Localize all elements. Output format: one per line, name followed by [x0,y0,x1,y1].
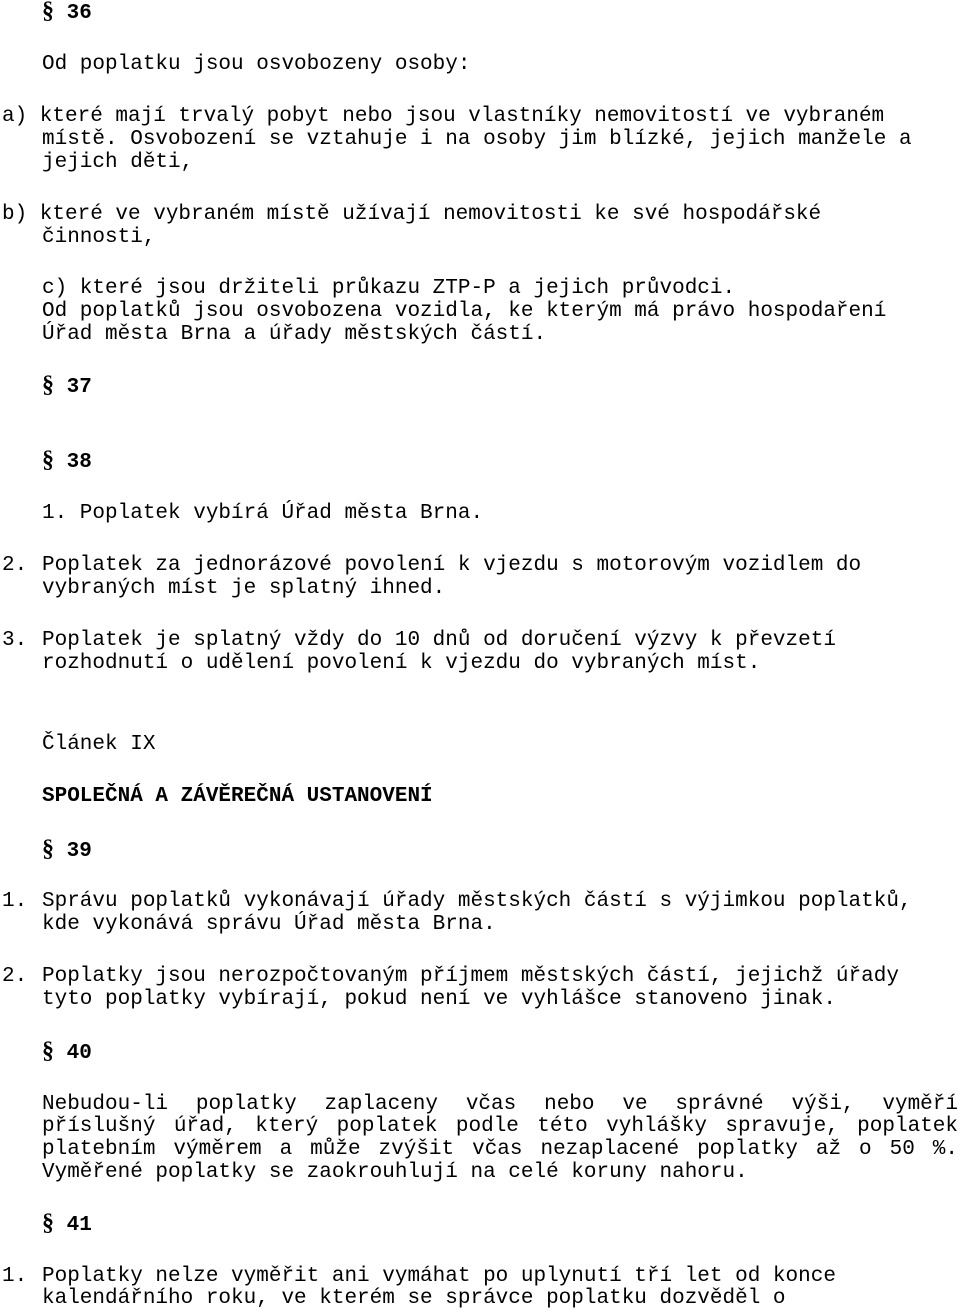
section-heading-37 [42,374,92,399]
item-a-line-3: jejich děti, [42,151,194,174]
s41-item-1-line-2: kalendářního roku, ve kterém se správce poplatku dozvěděl o [42,1287,786,1310]
item-c-line-3: Úřad města Brna a úřady městských částí. [42,323,547,346]
s39-item-1-line-1: Správu poplatků vykonávají úřady městských částí s výjimkou poplatků, [42,890,912,913]
section-heading-39 [42,838,92,863]
item-c-line-1: c) které jsou držiteli průkazu ZTP-P a jejich průvodci. [42,277,736,300]
s41-item-1-line-1: Poplatky nelze vyměřit ani vymáhat po uplynutí tří let od konce [42,1265,836,1288]
section-number: 38 [66,451,92,474]
section-symbol: § [42,1210,54,1236]
s41-item-1-number: 1. [2,1265,28,1288]
exemption-intro: Od poplatku jsou osvobozeny osoby: [42,53,471,76]
s38-item-2-number: 2. [2,554,28,577]
section-symbol: § [42,836,54,862]
section-heading-38 [42,449,92,474]
section-number: 41 [66,1214,92,1237]
item-a-line-2: místě. Osvobození se vztahuje i na osoby jim blízké, jejich manžele a [42,128,912,151]
s39-item-2-line-2: tyto poplatky vybírají, pokud není ve vyhlášce stanoveno jinak. [42,988,836,1011]
article-title: SPOLEČNÁ A ZÁVĚREČNÁ USTANOVENÍ [42,785,433,808]
section-symbol: § [42,447,54,473]
section-number: 39 [66,840,92,863]
item-a-line-1: a) které mají trvalý pobyt nebo jsou vlastníky nemovitostí ve vybraném [2,105,885,128]
s40-line-1: Nebudou-li poplatky zaplaceny včas nebo ve správné výši, vyměří [42,1093,958,1116]
s38-item-2-line-2: vybraných míst je splatný ihned. [42,577,446,600]
s39-item-2-number: 2. [2,965,28,988]
section-symbol: § [42,372,54,398]
article-label: Článek IX [42,733,156,756]
section-symbol: § [42,1038,54,1064]
s38-item-3-number: 3. [2,629,28,652]
s39-item-1-number: 1. [2,890,28,913]
section-heading-36 [42,0,92,25]
s40-line-2: příslušný úřad, který poplatek podle této vyhlášky spravuje, poplatek [42,1115,958,1138]
s40-line-3: platebním výměrem a může zvýšit včas nezaplacené poplatky až o 50 %. [42,1138,958,1161]
s38-item-2-line-1: Poplatek za jednorázové povolení k vjezdu s motorovým vozidlem do [42,554,862,577]
section-heading-40 [42,1040,92,1065]
section-symbol: § [42,0,54,24]
section-number: 37 [66,376,92,399]
section-number: 40 [66,1042,92,1065]
s38-item-3-line-2: rozhodnutí o udělení povolení k vjezdu do vybraných míst. [42,652,761,675]
s38-item-3-line-1: Poplatek je splatný vždy do 10 dnů od doručení výzvy k převzetí [42,629,836,652]
item-b-line-1: b) které ve vybraném místě užívají nemovitosti ke své hospodářské [2,203,822,226]
item-b-line-2: činnosti, [42,226,156,249]
section-number: 36 [66,2,92,25]
section-heading-41 [42,1212,92,1237]
s38-item-1: 1. Poplatek vybírá Úřad města Brna. [42,502,484,525]
item-c-line-2: Od poplatků jsou osvobozena vozidla, ke kterým má právo hospodaření [42,300,887,323]
s39-item-2-line-1: Poplatky jsou nerozpočtovaným příjmem městských částí, jejichž úřady [42,965,899,988]
s39-item-1-line-2: kde vykonává správu Úřad města Brna. [42,913,496,936]
s40-line-4: Vyměřené poplatky se zaokrouhlují na celé koruny nahoru. [42,1161,748,1184]
